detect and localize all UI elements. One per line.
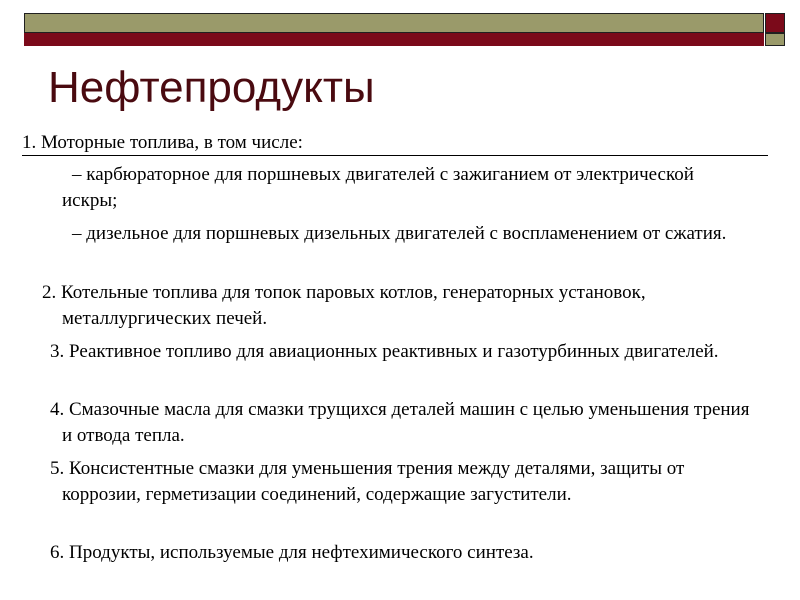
slide-title: Нефтепродукты	[48, 63, 375, 112]
list-subitem-carburetor: – карбюраторное для поршневых двигателей с зажиганием от электрической искры;	[62, 164, 694, 211]
list-item-jet-fuel: 3. Реактивное топливо для авиационных реактивных и газотурбинных двигателей.	[50, 341, 719, 362]
list-item-boiler-fuels: 2. Котельные топлива для топок паровых котлов, генераторных установок, металлургических печей.	[42, 282, 646, 329]
list-item-greases: 5. Консистентные смазки для уменьшения трения между деталями, защиты от коррозии, герметизации соединений, содержащие загустители.	[50, 458, 685, 505]
list-item-petrochemical-products: 6. Продукты, используемые для нефтехимического синтеза.	[50, 542, 534, 563]
list-item-lubricating-oils: 4. Смазочные масла для смазки трущихся деталей машин с целью уменьшения трения и отвода тепла.	[50, 399, 750, 446]
list-subitem-diesel: – дизельное для поршневых дизельных двигателей с воспламенением от сжатия.	[72, 223, 727, 244]
list-item-motor-fuels: 1. Моторные топлива, в том числе:	[22, 131, 768, 156]
